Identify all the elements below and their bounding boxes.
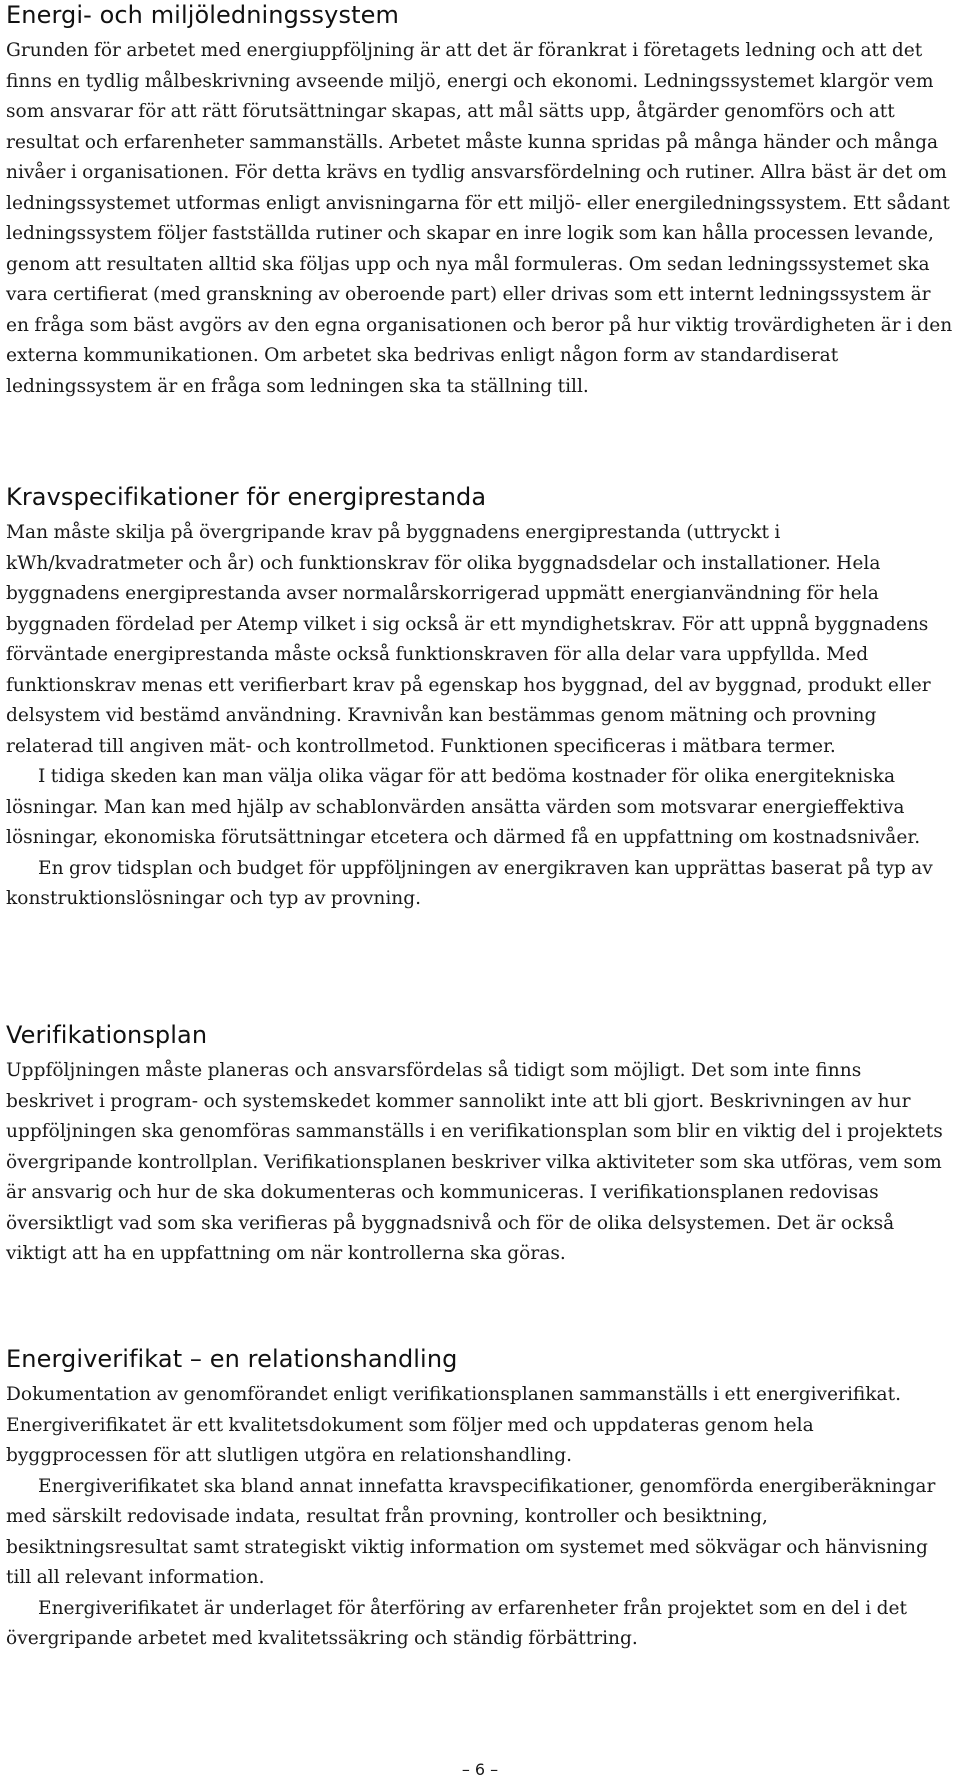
section-heading: Energiverifikat – en relationshandling	[6, 1345, 458, 1373]
paragraph: I tidiga skeden kan man välja olika vägar för att bedöma kostnader för olika energitekniska lösningar. Man kan med hjälp av schablonvärden ansätta värden som motsvarar energieffektiva lösningar, ekonomiska förutsättningar etcetera och därmed få en uppfattning om kostnadsnivåer.	[6, 766, 921, 848]
section-heading: Energi- och miljöledningssystem	[6, 1, 399, 29]
section-heading: Verifikationsplan	[6, 1021, 208, 1049]
paragraph: Energiverifikatet är underlaget för återföring av erfarenheter från projektet som en del i det övergripande arbetet med kvalitetssäkring och ständig förbättring.	[6, 1597, 907, 1649]
paragraph: Uppföljningen måste planeras och ansvarsfördelas så tidigt som möjligt. Det som inte finns beskrivet i program- och systemskedet kommer sannolikt inte att bli gjort. Beskrivningen av hur uppföljningen ska genomföras sammanställs i en verifikationsplan som blir en viktig del i projektets övergripande kontrollplan. Verifikationsplanen beskriver vilka aktiviteter som ska utföras, vem som är ansvarig och hur de ska dokumenteras och kommuniceras. I verifikationsplanen redovisas översiktligt vad som ska verifieras på byggnadsnivå och för de olika delsystemen. Det är också viktigt att ha en uppfattning om när kontrollerna ska göras.	[6, 1060, 943, 1264]
section-heading: Kravspecifikationer för energiprestanda	[6, 483, 487, 511]
page-number: – 6 –	[461, 1760, 499, 1779]
section-energy-environment-management	[6, 0, 954, 402]
section-energy-verification-document	[6, 1344, 954, 1655]
section-energy-performance-requirements	[6, 482, 954, 915]
paragraph: Dokumentation av genomförandet enligt verifikationsplanen sammanställs i ett energiverifikat. Energiverifikatet är ett kvalitetsdokument som följer med och uppdateras genom hela byggprocessen för att slutligen utgöra en relationshandling.	[6, 1384, 902, 1466]
paragraph: Man måste skilja på övergripande krav på byggnadens energiprestanda (uttryckt i kWh/kvadratmeter och år) och funktionskrav för olika byggnadsdelar och installationer. Hela byggnadens energiprestanda avser normalårskorrigerad uppmätt energianvändning för hela byggnaden fördelad per Atemp vilket i sig också är ett myndighetskrav. För att uppnå byggnadens förväntade energiprestanda måste också funktionskraven för alla delar vara uppfyllda. Med funktionskrav menas ett verifierbart krav på egenskap hos byggnad, del av byggnad, produkt eller delsystem vid bestämd användning. Kravnivån kan bestämmas genom mätning och provning relaterad till angiven mät- och kontrollmetod. Funktionen specificeras i mätbara termer.	[6, 522, 931, 757]
paragraph: Grunden för arbetet med energiuppföljning är att det är förankrat i företagets ledning och att det finns en tydlig målbeskrivning avseende miljö, energi och ekonomi. Ledningssystemet klargör vem som ansvarar för att rätt förutsättningar skapas, att mål sätts upp, åtgärder genomförs och att resultat och erfarenheter sammanställs. Arbetet måste kunna spridas på många händer och många nivåer i organisationen. För detta krävs en tydlig ansvarsfördelning och rutiner. Allra bäst är det om ledningssystemet utformas enligt anvisningarna för ett miljö- eller energiledningssystem. Ett sådant ledningssystem följer fastställda rutiner och skapar en inre logik som kan hålla processen levande, genom att resultaten alltid ska följas upp och nya mål formuleras. Om sedan ledningssystemet ska vara certifierat (med granskning av oberoende part) eller drivas som ett internt ledningssystem är en fråga som bäst avgörs av den egna organisationen och beror på hur viktig trovärdigheten är i den externa kommunikationen. Om arbetet ska bedrivas enligt någon form av standardiserat ledningssystem är en fråga som ledningen ska ta ställning till.	[6, 40, 953, 397]
paragraph: Energiverifikatet ska bland annat innefatta kravspecifikationer, genomförda energiberäkningar med särskilt redovisade indata, resultat från provning, kontroller och besiktning, besiktningsresultat samt strategiskt viktig information om systemet med sökvägar och hänvisning till all relevant information.	[6, 1475, 936, 1588]
section-verification-plan	[6, 1020, 954, 1270]
paragraph: En grov tidsplan och budget för uppföljningen av energikraven kan upprättas baserat på typ av konstruktionslösningar och typ av provning.	[6, 857, 933, 909]
